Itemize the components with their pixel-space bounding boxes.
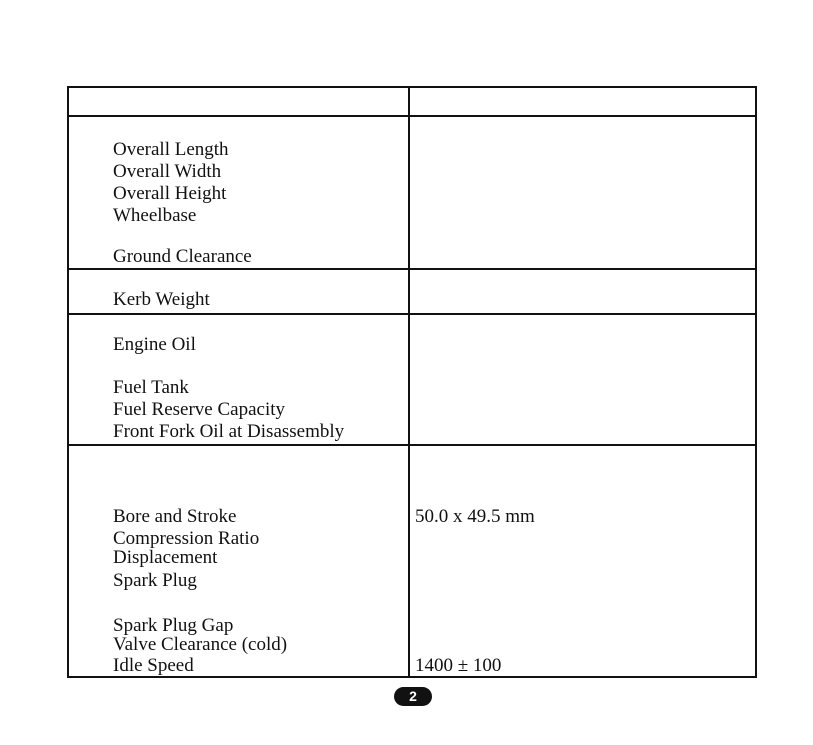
column-divider bbox=[408, 88, 410, 676]
spec-label: Ground Clearance bbox=[113, 246, 252, 267]
spec-label: Spark Plug bbox=[113, 570, 197, 591]
spec-label: Overall Width bbox=[113, 161, 222, 182]
spec-label: Valve Clearance (cold) bbox=[113, 634, 288, 655]
section-divider-capacities bbox=[69, 444, 755, 446]
spec-label: Front Fork Oil at Disassembly bbox=[113, 421, 345, 442]
spec-label: Engine Oil bbox=[113, 334, 196, 355]
section-divider-weight bbox=[69, 313, 755, 315]
spec-label: Kerb Weight bbox=[113, 289, 210, 310]
spec-label: Overall Length bbox=[113, 139, 229, 160]
spec-label: Fuel Reserve Capacity bbox=[113, 399, 286, 420]
specifications-table bbox=[67, 86, 757, 678]
spec-label: Fuel Tank bbox=[113, 377, 189, 398]
spec-value: 1400 ± 100 bbox=[415, 655, 502, 676]
header-row-divider bbox=[69, 115, 755, 117]
spec-label: Spark Plug Gap bbox=[113, 615, 234, 636]
spec-label: Overall Height bbox=[113, 183, 227, 204]
page-number-badge: 2 bbox=[394, 687, 432, 706]
spec-label: Wheelbase bbox=[113, 205, 197, 226]
spec-label: Displacement bbox=[113, 547, 218, 568]
spec-label: Bore and Stroke bbox=[113, 506, 237, 527]
spec-value: 50.0 x 49.5 mm bbox=[415, 506, 535, 527]
spec-label: Compression Ratio bbox=[113, 528, 260, 549]
section-divider-dimensions bbox=[69, 268, 755, 270]
spec-label: Idle Speed bbox=[113, 655, 194, 676]
